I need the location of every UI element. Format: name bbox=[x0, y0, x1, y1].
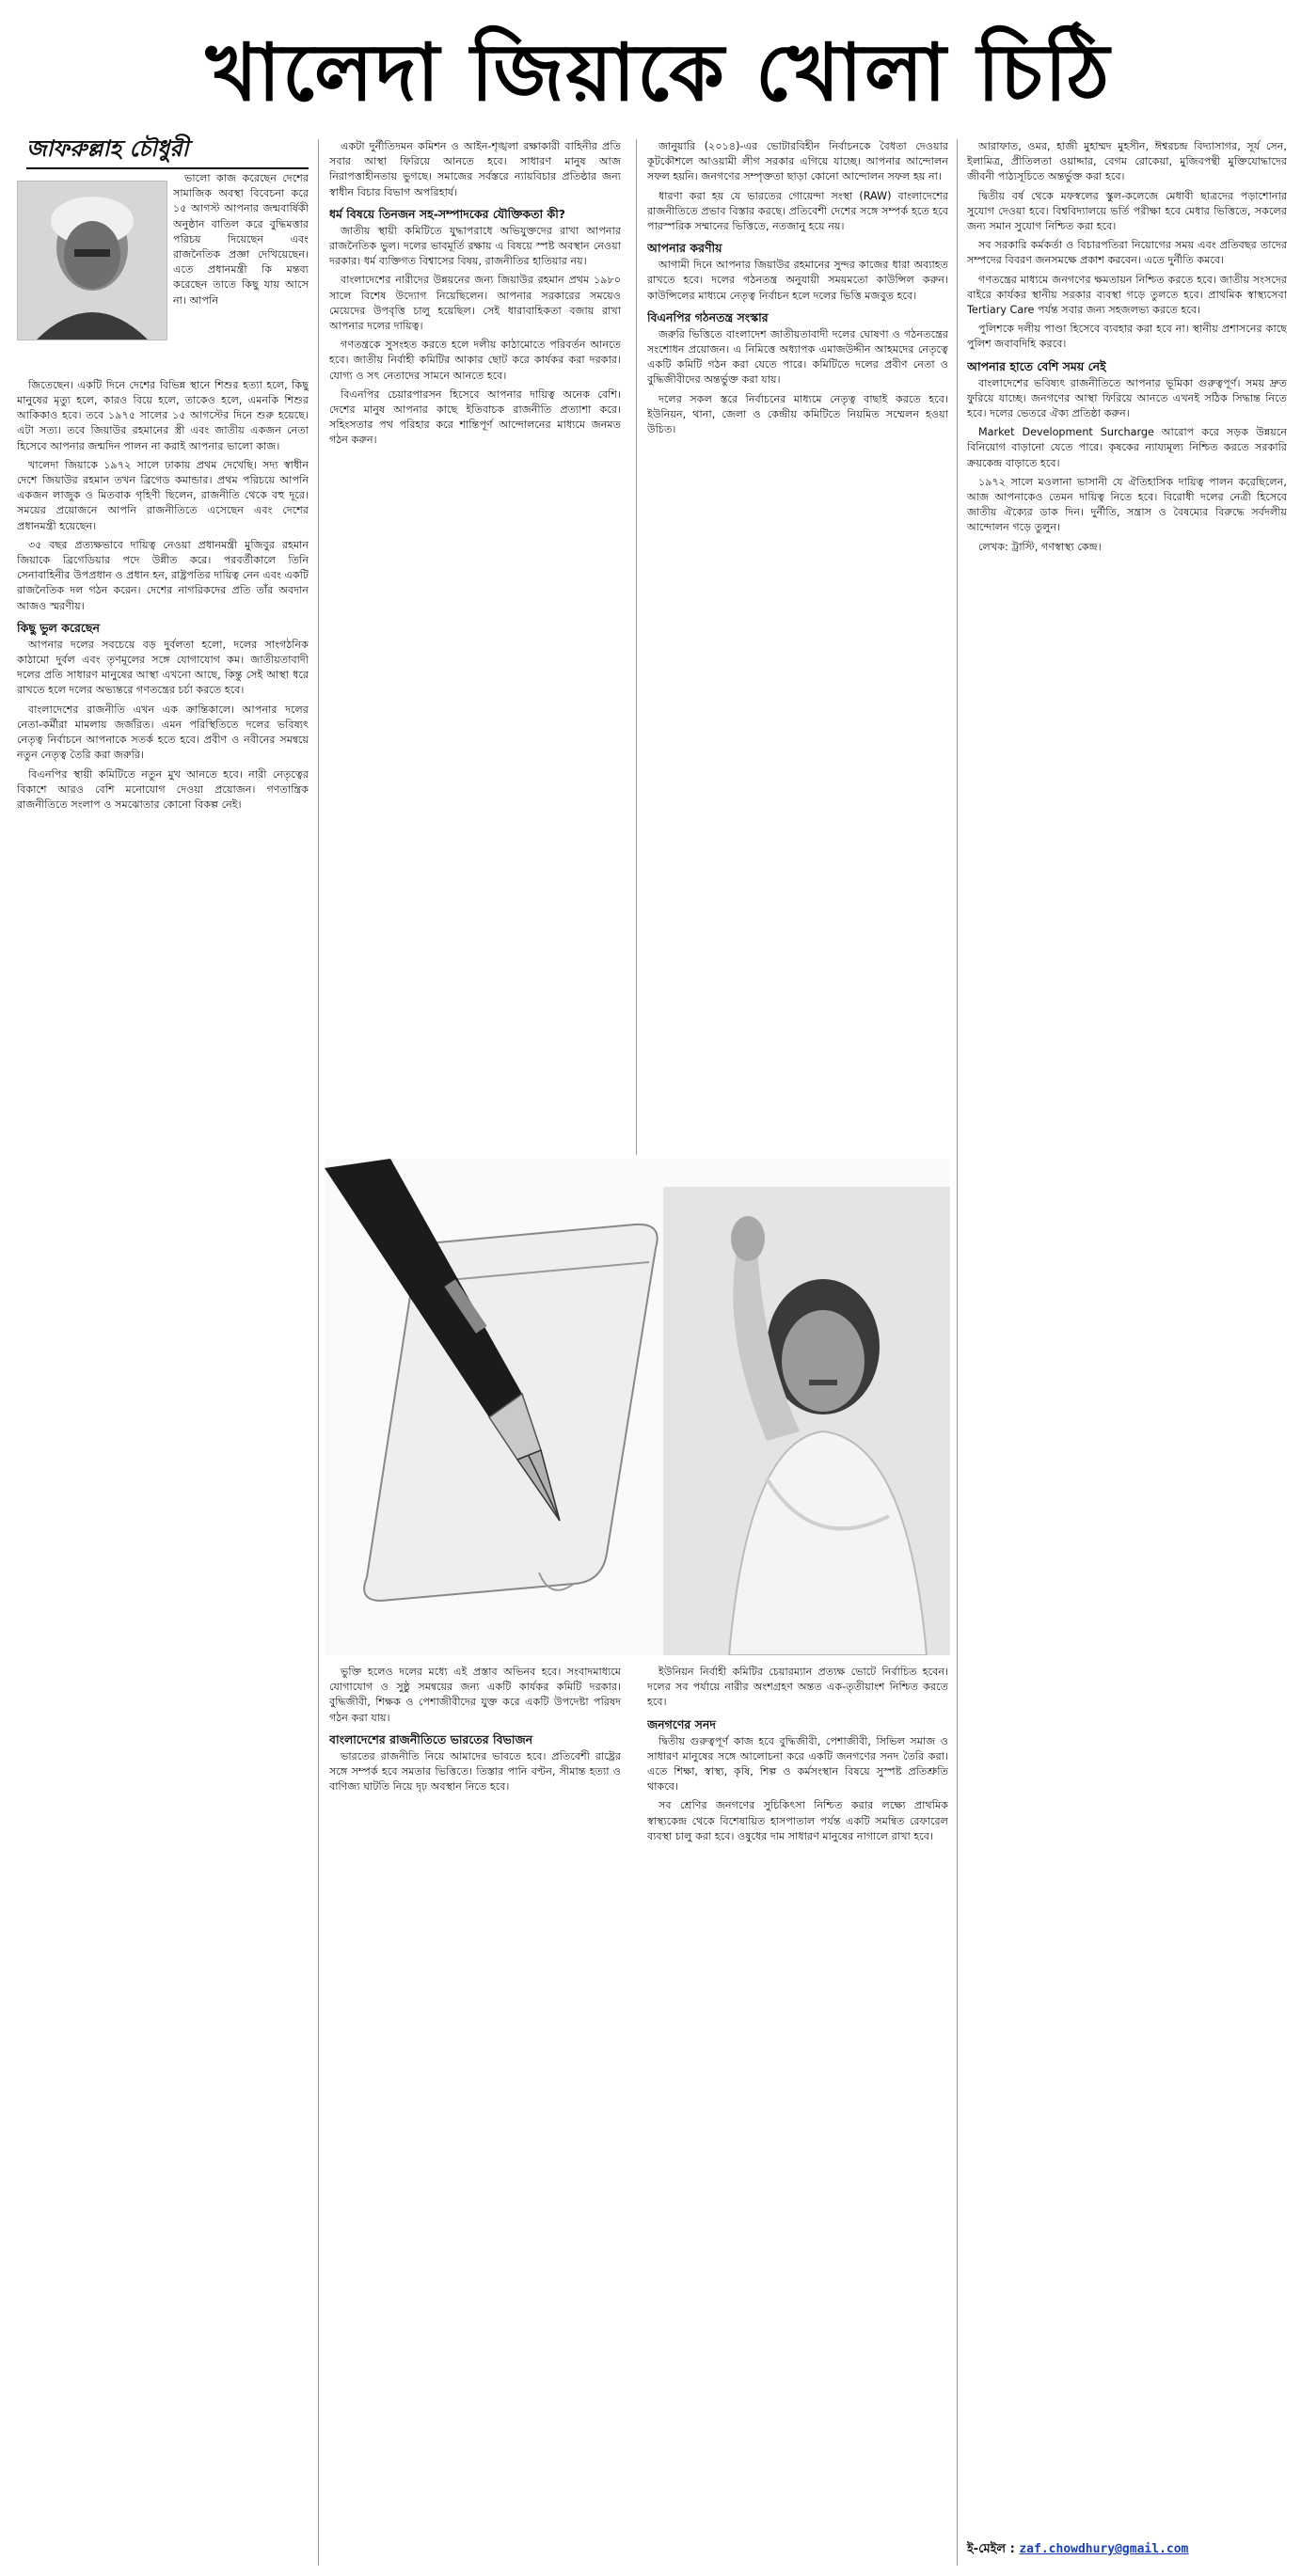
paragraph: জিতেছেন। একটি দিনে দেশের বিভিন্ন স্থানে শিশুর হত্যা হলে, কিছু মানুষের মৃত্যু হলে, কারও বিয়ে হলে, তাকেও হলে, এমনকি শিশুর আকিকাও হবে। তবে ১৯৭৫ সালের ১৫ আগস্টের দিনে শুরু হয়েছে। এটা সত্য। তবে জিয়াউর রহমানের স্ত্রী এবং জাতীয় একজন নেতা হিসেবে আপনার জন্মদিন পালন না করাই আপনার ভালো কাজ। bbox=[17, 378, 309, 452]
headline: খালেদা জিয়াকে খোলা চিঠি bbox=[205, 26, 1112, 119]
paragraph: ধারণা করা হয় যে ভারতের গোয়েন্দা সংস্থা (RAW) বাংলাদেশের রাজনীতিতে প্রভাব বিস্তার করছে। প্রতিবেশী দেশের সঙ্গে সম্পর্ক হতে হবে পারস্পরিক সম্মানের ভিত্তিতে, নতজানু হয়ে নয়। bbox=[647, 189, 948, 233]
article-column-3-lower bbox=[647, 1665, 948, 2565]
paragraph: বাংলাদেশের নারীদের উন্নয়নের জন্য জিয়াউর রহমান প্রথম ১৯৮০ সালে বিশেষ উদ্যোগ নিয়েছিলেন। আপনার সরকারের সময়েও মেয়েদের উপবৃত্তি চালু হয়েছিল। সেই ধারাবাহিকতা বজায় রাখা আপনার দলের দায়িত্ব। bbox=[329, 274, 621, 333]
paragraph: পুলিশকে দলীয় পাণ্ডা হিসেবে ব্যবহার করা হবে না। স্থানীয় প্রশাসনের কাছে পুলিশ জবাবদিহি করবে। bbox=[967, 323, 1287, 351]
article-column-4 bbox=[967, 139, 1287, 2566]
leader-photo bbox=[663, 1187, 950, 1655]
paragraph: বাংলাদেশের ভবিষ্যৎ রাজনীতিতে আপনার ভূমিকা গুরুত্বপূর্ণ। সময় দ্রুত ফুরিয়ে যাচ্ছে। জনগণের আস্থা ফিরিয়ে আনতে এখনই সঠিক সিদ্ধান্ত নিতে হবে। দলের ভেতরে ঐক্য প্রতিষ্ঠা করুন। bbox=[967, 376, 1287, 420]
paragraph: সব শ্রেণির জনগণের সুচিকিৎসা নিশ্চিত করার লক্ষ্যে প্রাথমিক স্বাস্থ্যকেন্দ্র থেকে বিশেষায়িত হাসপাতাল পর্যন্ত একটি সমন্বিত রেফারেল ব্যবস্থা চালু করা হবে। ওষুধের দাম সাধারণ মানুষের নাগালে রাখা হবে। bbox=[647, 1799, 948, 1842]
paragraph: দ্বিতীয় বর্ষ থেকে মফস্বলের স্কুল-কলেজে মেধাবী ছাত্রদের পড়াশোনার সুযোগ দেওয়া হবে। বিশ্ববিদ্যালয়ে ভর্তি পরীক্ষা হবে মেধার ভিত্তিতে, সকলের জন্য সমান সুযোগ নিশ্চিত করা হবে। bbox=[967, 189, 1287, 233]
paragraph: আগামী দিনে আপনার জিয়াউর রহমানের সুন্দর কাজের ধারা অব্যাহত রাখতে হবে। দলের গঠনতন্ত্র অনুযায়ী সময়মতো কাউন্সিল করুন। কাউন্সিলের মাধ্যমে নেতৃত্ব নির্বাচন হলে দলের ভিত্তি মজবুত হবে। bbox=[647, 259, 948, 302]
article-column-3 bbox=[647, 139, 948, 1150]
paragraph: Market Development Surcharge আরোপ করে সড়ক উন্নয়নে বিনিয়োগ বাড়ানো যেতে পারে। কৃষকের ন্যায্যমূল্য নিশ্চিত করতে সরকারি ক্রয়কেন্দ্র বাড়াতে হবে। bbox=[967, 426, 1287, 469]
subheading: বিএনপির গঠনতন্ত্র সংস্কার bbox=[647, 309, 769, 324]
paragraph: দ্বিতীয় গুরুত্বপূর্ণ কাজ হবে বুদ্ধিজীবী, পেশাজীবী, সিভিল সমাজ ও সাধারণ মানুষের সঙ্গে আলোচনা করে একটি জনগণের সনদ তৈরি করা। এতে শিক্ষা, স্বাস্থ্য, কৃষি, শিল্প ও কর্মসংস্থান বিষয়ে সুস্পষ্ট প্রতিশ্রুতি থাকবে। bbox=[647, 1734, 948, 1794]
author-email-line bbox=[967, 2539, 1287, 2560]
column-divider bbox=[318, 139, 319, 2566]
article-column-2 bbox=[329, 139, 621, 1150]
subheading: আপনার করণীয় bbox=[647, 241, 722, 256]
article-column-2-lower bbox=[329, 1665, 621, 2565]
paragraph: ১৯৭২ সালে মওলানা ভাসানী যে ঐতিহাসিক দায়িত্ব পালন করেছিলেন, আজ আপনাকেও তেমন দায়িত্ব নিতে হবে। বিরোধী দলের নেত্রী হিসেবে জাতীয় ঐক্যের ডাক দিন। দুর্নীতি, সন্ত্রাস ও বৈষম্যের বিরুদ্ধে সর্বদলীয় আন্দোলন গড়ে তুলুন। bbox=[967, 475, 1287, 534]
paragraph: আরাফাত, ওমর, হাজী মুহাম্মদ মুহসীন, ঈশ্বরচন্দ্র বিদ্যাসাগর, সূর্য সেন, ইলামিত্র, প্রীতিলতা ওয়াদ্দার, বেগম রোকেয়া, মুজিবপন্থী মুক্তিযোদ্ধাদের জীবনী পাঠ্যসূচিতে অন্তর্ভুক্ত করা হবে। bbox=[967, 140, 1287, 183]
paragraph: বিএনপির স্থায়ী কমিটিতে নতুন মুখ আনতে হবে। নারী নেতৃত্বের বিকাশে আরও বেশি মনোযোগ দেওয়া প্রয়োজন। গণতান্ত্রিক রাজনীতিতে সংলাপ ও সমঝোতার কোনো বিকল্প নেই। bbox=[17, 767, 309, 811]
lead-paragraph: ভালো কাজ করেছেন দেশের সামাজিক অবস্থা বিবেচনা করে ১৫ আগস্ট আপনার জন্মবার্ষিকী অনুষ্ঠান বাতিল করে বুদ্ধিমত্তার পরিচয় দিয়েছেন এবং রাজনৈতিক প্রজ্ঞা দেখিয়েছেন। এতে প্রধানমন্ত্রী কি মন্তব্য করেছেন তাতে কিছু যায় আসে না। আপনি bbox=[173, 172, 309, 307]
paragraph: জাতীয় স্থায়ী কমিটিতে যুদ্ধাপরাধে অভিযুক্তদের রাখা আপনার রাজনৈতিক ভুল। দলের ভাবমূর্তি রক্ষায় এ বিষয়ে স্পষ্ট অবস্থান নেওয়া দরকার। ধর্ম ব্যক্তিগত বিশ্বাসের বিষয়, রাজনীতির হাতিয়ার নয়। bbox=[329, 224, 621, 268]
subheading: বাংলাদেশের রাজনীতিতে ভারতের বিভাজন bbox=[329, 1731, 533, 1746]
subheading: ধর্ম বিষয়ে তিনজন সহ-সম্পাদকের যৌক্তিকতা কী? bbox=[329, 206, 566, 221]
email-label: ই-মেইল : bbox=[967, 2542, 1020, 2556]
paragraph: বাংলাদেশের রাজনীতি এখন এক ক্রান্তিকালে। আপনার দলের নেতা-কর্মীরা মামলায় জর্জরিত। এমন পরিস্থিতিতে দলের ভবিষ্যৎ নেতৃত্ব নির্বাচনে আপনাকে সতর্ক হতে হবে। প্রবীণ ও নবীনের সমন্বয়ে নতুন নেতৃত্ব তৈরি করা জরুরি। bbox=[17, 703, 309, 762]
paragraph: দলের সকল স্তরে নির্বাচনের মাধ্যমে নেতৃত্ব বাছাই করতে হবে। ইউনিয়ন, থানা, জেলা ও কেন্দ্রীয় কমিটিতে নিয়মিত সম্মেলন হওয়া উচিত। bbox=[647, 392, 948, 436]
subheading: আপনার হাতে বেশি সময় নেই bbox=[967, 358, 1106, 373]
paragraph: ৩৫ বছর প্রত্যক্ষভাবে দায়িত্ব নেওয়া প্রধানমন্ত্রী মুজিবুর রহমান জিয়াকে ব্রিগেডিয়ার পদে উন্নীত করে। পরবর্তীকালে তিনি সেনাবাহিনীর উপপ্রধান ও প্রধান হন, রাষ্ট্রপতির দায়িত্ব নেন এবং একটি রাজনৈতিক দল গঠন করেন। দেশের নাগরিকদের প্রতি তাঁর অবদান আজও স্মরণীয়। bbox=[17, 538, 309, 612]
paragraph: বিএনপির চেয়ারপারসন হিসেবে আপনার দায়িত্ব অনেক বেশি। দেশের মানুষ আপনার কাছে ইতিবাচক রাজনীতি প্রত্যাশা করে। সহিংসতার পথ পরিহার করে শান্তিপূর্ণ আন্দোলনের মাধ্যমে জনমত গঠন করুন। bbox=[329, 387, 621, 447]
paragraph: একটা দুর্নীতিদমন কমিশন ও আইন-শৃঙ্খলা রক্ষাকারী বাহিনীর প্রতি সবার আস্থা ফিরিয়ে আনতে হবে। সাধারণ মানুষ আজ নিরাপত্তাহীনতায় ভুগছে। সমাজের সর্বস্তরে ন্যায়বিচার প্রতিষ্ঠার জন্য স্বাধীন বিচার বিভাগ অপরিহার্য। bbox=[329, 140, 621, 198]
article-illustration bbox=[325, 1159, 950, 1655]
subheading: কিছু ভুল করেছেন bbox=[17, 620, 100, 635]
paragraph: আপনার দলের সবচেয়ে বড় দুর্বলতা হলো, দলের সাংগঠনিক কাঠামো দুর্বল এবং তৃণমূলের সঙ্গে যোগাযোগ কম। জাতীয়তাবাদী দলের প্রতি সাধারণ মানুষের আস্থা এখনো আছে, কিন্তু সেই আস্থা ধরে রাখতে হলে দলের অভ্যন্তরে গণতন্ত্রের চর্চা করতে হবে। bbox=[17, 638, 309, 697]
paragraph: জরুরি ভিত্তিতে বাংলাদেশ জাতীয়তাবাদী দলের ঘোষণা ও গঠনতন্ত্রের সংশোধন প্রয়োজন। এ নিমিত্তে অধ্যাপক এমাজউদ্দীন আহমদের নেতৃত্বে একটি কমিটি গঠন করা যেতে পারে। কমিটিতে দলের প্রবীণ নেতা ও বুদ্ধিজীবীদের অন্তর্ভুক্ত করা যায়। bbox=[647, 327, 948, 387]
paragraph: ভারতের রাজনীতি নিয়ে আমাদের ভাবতে হবে। প্রতিবেশী রাষ্ট্রের সঙ্গে সম্পর্ক হবে সমতার ভিত্তিতে। তিস্তার পানি বণ্টন, সীমান্ত হত্যা ও বাণিজ্য ঘাটতি নিয়ে দৃঢ় অবস্থান নিতে হবে। bbox=[329, 1749, 621, 1794]
column-divider bbox=[636, 139, 637, 1155]
author-byline: জাফরুল্লাহ চৌধুরী bbox=[26, 134, 189, 162]
paragraph: খালেদা জিয়াকে ১৯৭২ সালে ঢাকায় প্রথম দেখেছি। সদ্য স্বাধীন দেশে জিয়াউর রহমান তখন ব্রিগেড কমান্ডার। প্রথম পরিচয়ে আপনি একজন লাজুক ও মিতবাক গৃহিণী ছিলেন, রাজনীতি থেকে বহু দূরে। সময়ের প্রয়োজনে আপনি রাজনীতিতে এসেছেন এবং দেশের প্রধানমন্ত্রী হয়েছেন। bbox=[17, 458, 309, 532]
paragraph: লেখক: ট্রাস্টি, গণস্বাস্থ্য কেন্দ্র। bbox=[978, 540, 1102, 553]
author-email-link[interactable]: zaf.chowdhury@gmail.com bbox=[1019, 2542, 1189, 2556]
paragraph: জানুয়ারি (২০১৪)-এর ভোটারবিহীন নির্বাচনকে বৈধতা দেওয়ার কূটকৌশলে আওয়ামী লীগ সরকার এগিয়ে যাচ্ছে। আপনার আন্দোলন সফল হয়নি। জনগণের সম্পৃক্ততা ছাড়া কোনো আন্দোলন সফল হয় না। bbox=[647, 140, 948, 183]
article-column-1 bbox=[17, 171, 309, 2565]
paragraph: ভুক্তি হলেও দলের মধ্যে এই প্রস্তাব অভিনব হবে। সংবাদমাধ্যমে যোগাযোগ ও সুষ্ঠু সমন্বয়ের জন্য একটি কার্যকর কমিটি দরকার। বুদ্ধিজীবী, শিক্ষক ও পেশাজীবীদের যুক্ত করে একটি উপদেষ্টা পরিষদ গঠন করা যায়। bbox=[329, 1666, 621, 1724]
paragraph: ইউনিয়ন নির্বাহী কমিটির চেয়ারম্যান প্রত্যক্ষ ভোটে নির্বাচিত হবেন। দলের সব পর্যায়ে নারীর অংশগ্রহণ অন্তত এক-তৃতীয়াংশ নিশ্চিত করতে হবে। bbox=[647, 1666, 948, 1709]
paragraph: গণতন্ত্রের মাধ্যমে জনগণের ক্ষমতায়ন নিশ্চিত করতে হবে। জাতীয় সংসদের বাইরে কার্যকর স্থানীয় সরকার ব্যবস্থা গড়ে তুলতে হবে। প্রাথমিক স্বাস্থ্যসেবা Tertiary Care পর্যন্ত সবার জন্য সহজলভ্য করতে হবে। bbox=[967, 273, 1287, 317]
paragraph: সব সরকারি কর্মকর্তা ও বিচারপতিরা নিয়োগের সময় এবং প্রতিবছর তাদের সম্পদের বিবরণ জনসমক্ষে প্রকাশ করবেন। এতে দুর্নীতি কমবে। bbox=[967, 239, 1287, 267]
byline-rule bbox=[26, 167, 309, 169]
column-divider bbox=[957, 139, 958, 2566]
subheading: জনগণের সনদ bbox=[647, 1716, 716, 1731]
paragraph: গণতন্ত্রকে সুসংহত করতে হলে দলীয় কাঠামোতে পরিবর্তন আনতে হবে। জাতীয় নির্বাহী কমিটির আকার ছোট করে কার্যকর করা দরকার। যোগ্য ও সৎ নেতাদের সামনে আনতে হবে। bbox=[329, 339, 621, 382]
